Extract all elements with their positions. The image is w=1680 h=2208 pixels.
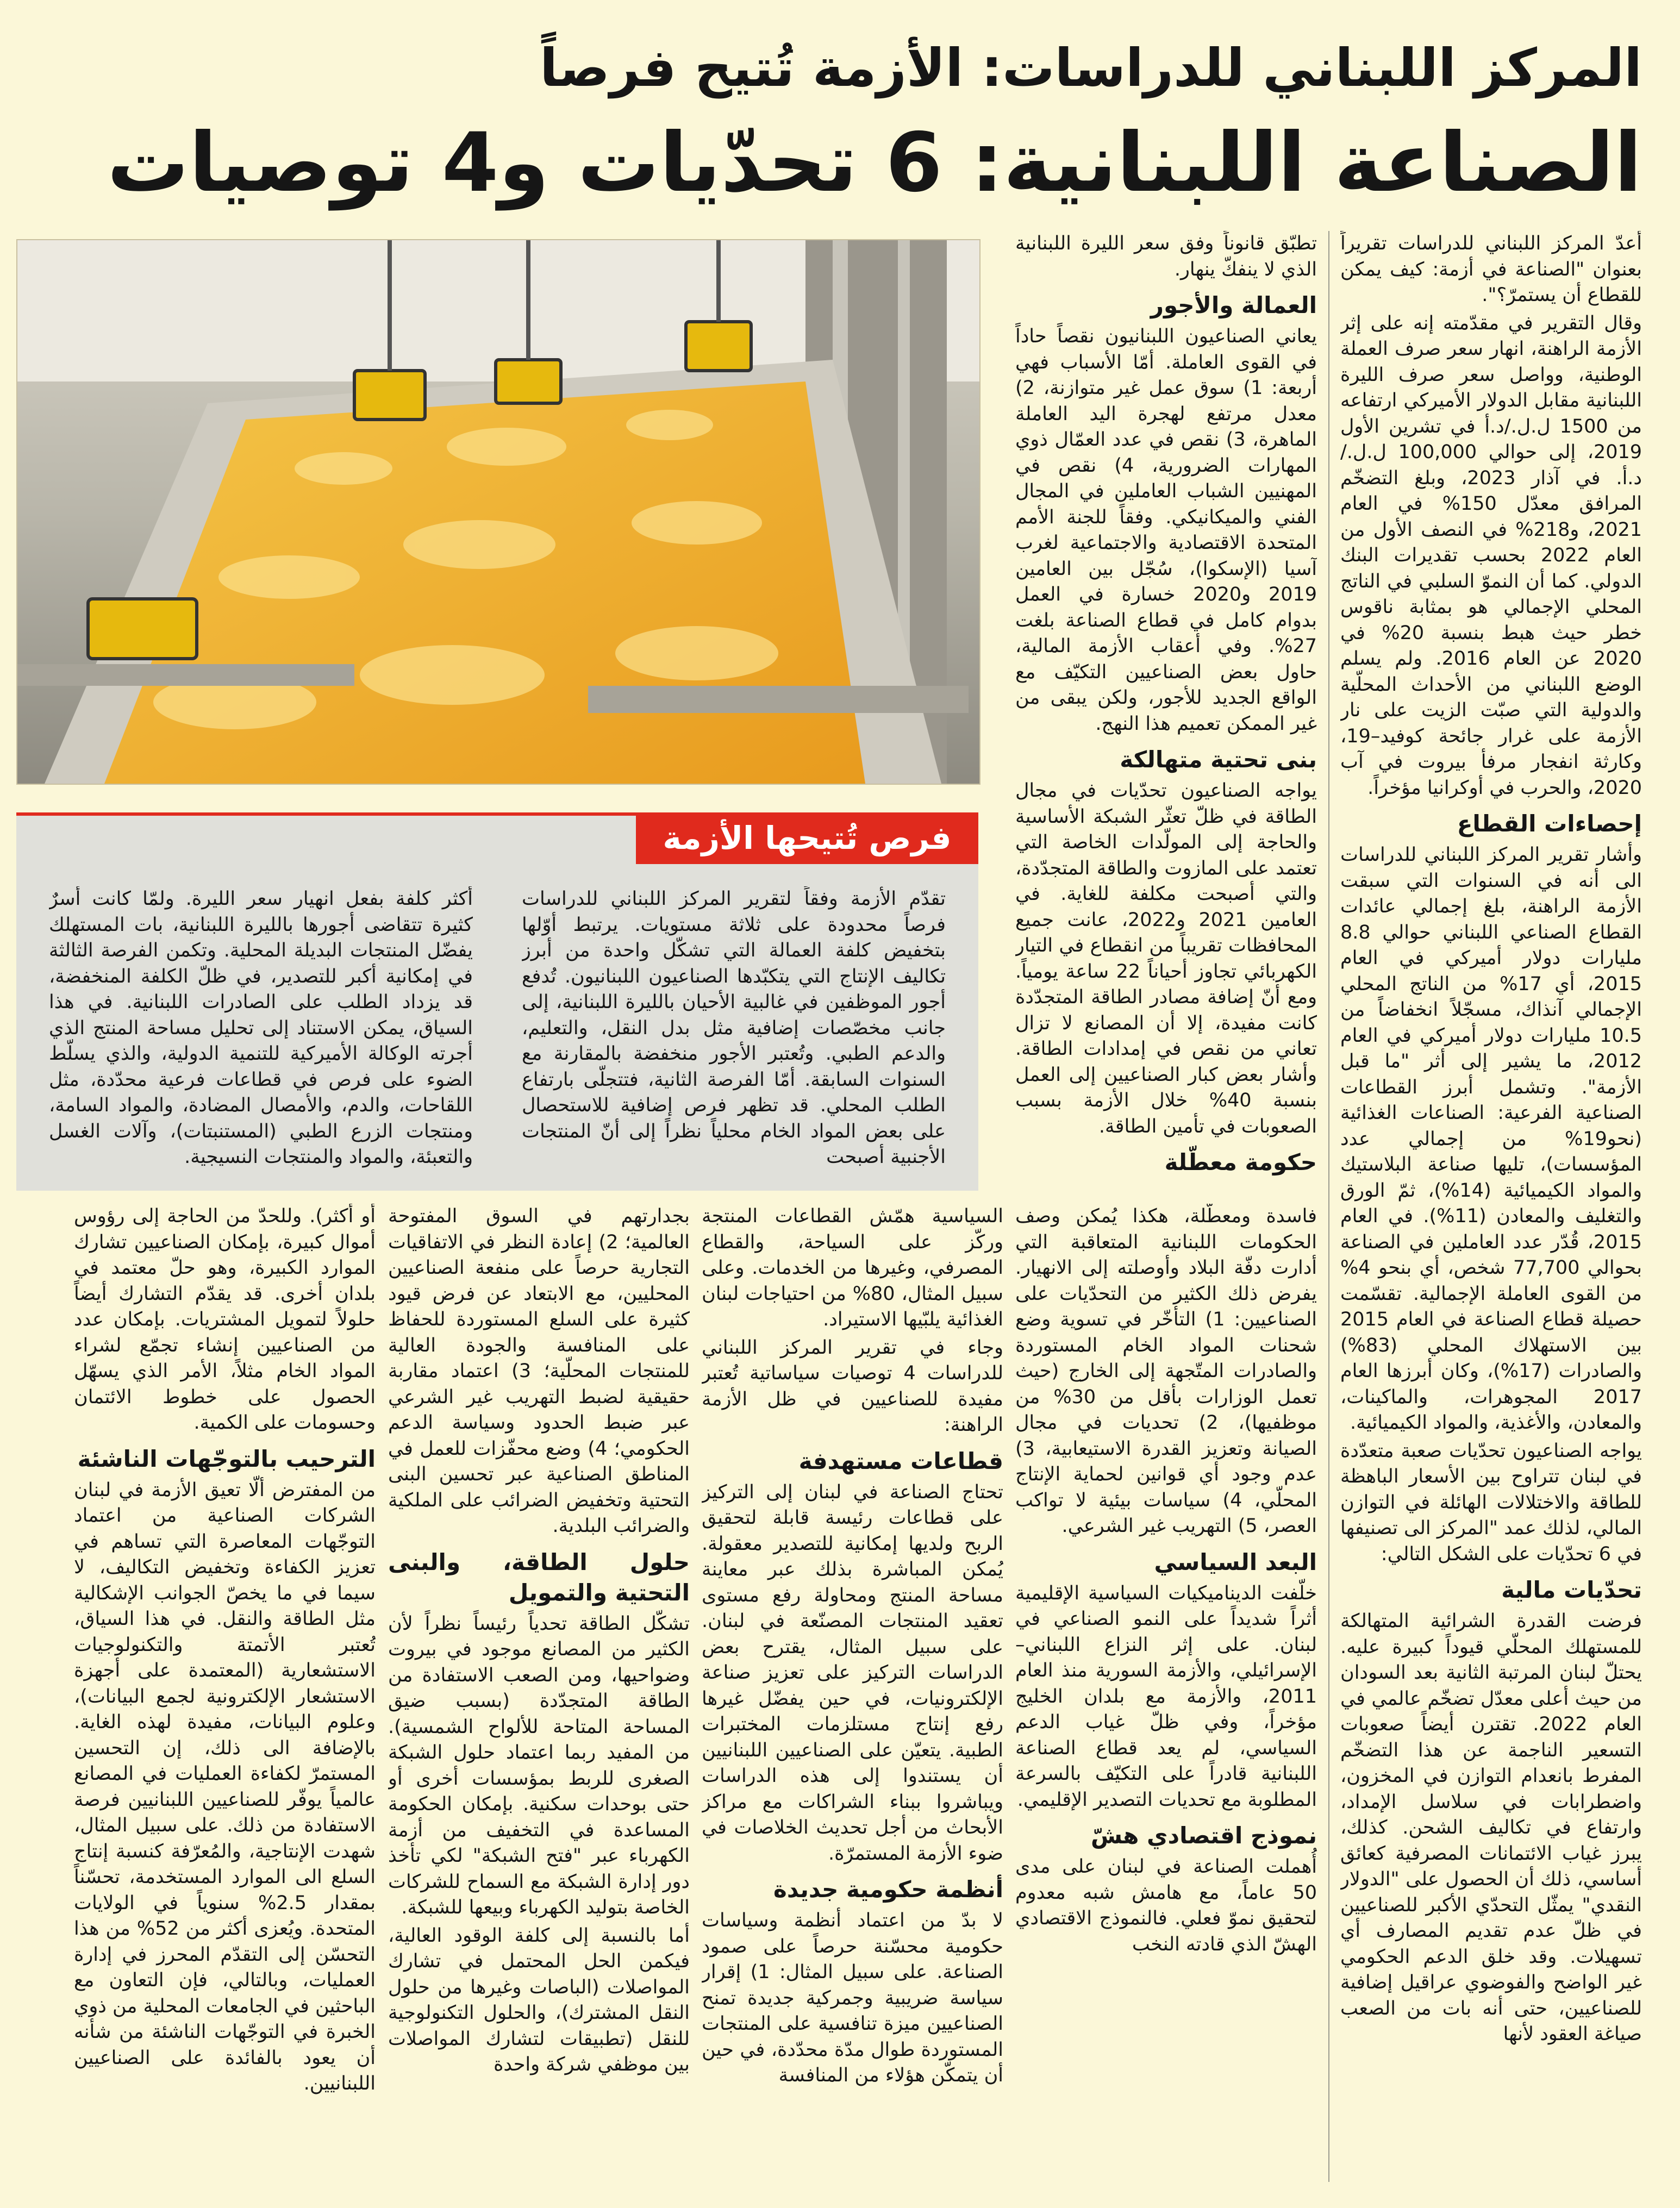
paragraph: أعدّ المركز اللبناني للدراسات تقريراً بعنوان "الصناعة في أزمة: كيف يمكن للقطاع أن يستمرّ؟". [1340, 233, 1642, 306]
paragraph: أو أكثر). وللحدّ من الحاجة إلى رؤوس أموال كبيرة، بإمكان الصناعيين تشارك الموارد الكبيرة، وهو حلّ معتمد في بلدان أخرى. قد يقدّم التشارك أيضاً حلولاً لتمويل المشتريات. بإمكان عدد من الصناعيين إنشاء تجمّع لشراء المواد الخام مثلاً، الأمر الذي يسهّل الحصول على خطوط الائتمان وحسومات على الكمية. [74, 1205, 376, 1434]
bottom-column-3 [74, 1204, 376, 2182]
paragraph: وقال التقرير في مقدّمته إنه على إثر الأزمة الراهنة، انهار سعر صرف العملة الوطنية، وواصل سعر صرف الليرة اللبنانية مقابل الدولار الأميركي ارتفاعه من 1500 ل.ل./د.أ في تشرين الأول 2019، إلى حوالي 100,000 ل.ل./د.أ. في آذار 2023، وبلغ التضخّم المرافق معدّل 150% في العام 2021، و218% في النصف الأول من العام 2022 بحسب تقديرات البنك الدولي. كما أن النموّ السلبي في الناتج المحلي الإجمالي هو بمثابة ناقوس خطر حيث هبط بنسبة 20% في 2020 عن العام 2016. ولم يسلم الوضع اللبناني من الأحداث المحلّية والدولية التي صبّت الزيت على نار الأزمة على غرار جائحة كوفيد–19، وكارثة انفجار مرفأ بيروت في آب 2020، والحرب في أوكرانيا مؤخراً. [1340, 312, 1642, 799]
bottom-column-2 [388, 1204, 690, 2182]
paragraph: يواجه الصناعيون تحدّيات في مجال الطاقة في ظلّ تعثّر الشبكة الأساسية والحاجة إلى المولّدات الخاصة التي تعتمد على المازوت والطاقة المتجدّدة، والتي أصبحت مكلفة للغاية. في العامين 2021 و2022، عانت جميع المحافظات تقريباً من انقطاع في التيار الكهربائي تجاوز أحياناً 22 ساعة يومياً. ومع أنّ إضافة مصادر الطاقة المتجدّدة كانت مفيدة، إلا أن المصانع لا تزال تعاني من نقص في إمدادات الطاقة. وأشار بعض كبار الصناعيين إلى العمل بنسبة 40% خلال الأزمة بسبب الصعوبات في تأمين الطاقة. [1015, 780, 1317, 1137]
section-heading: نموذج اقتصادي هشّ [1090, 1822, 1317, 1849]
section-heading: البعد السياسي [1154, 1548, 1317, 1575]
section-heading: الترحيب بالتوجّهات الناشئة [77, 1445, 376, 1472]
chips-conveyor-illustration [17, 240, 979, 784]
factory-chips-photo [16, 239, 980, 785]
section-heading: حلول الطاقة، والبنى التحتية والتمويل [388, 1548, 690, 1606]
section-heading: العمالة والأجور [1150, 292, 1317, 318]
paragraph: أُهملت الصناعة في لبنان على مدى 50 عاماً، مع هامش شبه معدوم لتحقيق نموّ فعلي. فالنموذج الاقتصادي الهشّ الذي قادته النخب [1015, 1856, 1317, 1955]
section-heading: تحدّيات مالية [1501, 1577, 1642, 1603]
box-column-2: أكثر كلفة بفعل انهيار سعر الليرة. ولمّا كانت أسرٌ كثيرة تتقاضى أجورها بالليرة اللبنانية، بات المستهلك يفضّل المنتجات البديلة المحلية. وتكمن الفرصة الثالثة في إمكانية أكبر للتصدير، في ظلّ الكلفة المنخفضة، قد يزداد الطلب على الصادرات اللبنانية. في هذا السياق، يمكن الاستناد إلى تحليل مساحة المنتج الذي أجرته الوكالة الأميركية للتنمية الدولية، والذي يسلّط الضوء على فرص في قطاعات فرعية محدّدة، مثل اللقاحات، والدم، والأمصال المضادة، والمواد السامة، ومنتجات الزرع الطبي (المستنبتات)، وآلات الغسل والتعبئة، والمواد والمنتجات النسيجية. [49, 888, 473, 1168]
section-heading: قطاعات مستهدفة [798, 1447, 1003, 1474]
section-heading: حكومة معطّلة [1164, 1149, 1317, 1175]
paragraph: من المفترض ألّا تعيق الأزمة في لبنان الشركات الصناعية من اعتماد التوجّهات المعاصرة التي تساهم في تعزيز الكفاءة وتخفيض التكاليف، لا سيما في ما يخصّ الجوانب الإشكالية مثل الطاقة والنقل. في هذا السياق، تُعتبر الأتمتة والتكنولوجيات الاستشعارية (المعتمدة على أجهزة الاستشعار الإلكترونية لجمع البيانات)، وعلوم البيانات، مفيدة لهذه الغاية. بالإضافة الى ذلك، إن التحسين المستمرّ لكفاءة العمليات في المصانع عالمياً يوفّر للصناعيين اللبنانيين فرصة الاستفادة من ذلك. على سبيل المثال، شهدت الإنتاجية، والمُعرّفة كنسبة إنتاج السلع الى الموارد المستخدمة، تحسّناً بمقدار 2.5% سنوياً في الولايات المتحدة. ويُعزى أكثر من 52% من هذا التحسّن إلى التقدّم المحرز في إدارة العمليات، وبالتالي، فإن التعاون مع الباحثين في الجامعات المحلية من ذوي الخبرة في التوجّهات الناشئة من شأنه أن يعود بالفائدة على الصناعيين اللبنانيين. [74, 1479, 376, 2094]
headline: الصناعة اللبنانية: 6 تحدّيات و4 توصيات [107, 116, 1642, 210]
box-column-1: تقدّم الأزمة وفقاً لتقرير المركز اللبناني للدراسات فرصاً محدودة على ثلاثة مستويات. يرتبط أوّلها بتخفيض كلفة العمالة التي تشكّل واحدة من أبرز تكاليف الإنتاج التي يتكبّدها الصناعيون اللبنانيون. تُدفع أجور الموظفين في غالبية الأحيان بالليرة اللبنانية، إلى جانب مخصّصات إضافية مثل بدل النقل، والتعليم، والدعم الطبي. وتُعتبر الأجور منخفضة بالمقارنة مع السنوات السابقة. أمّا الفرصة الثانية، فتتجلّى بارتفاع الطلب المحلي. قد تظهر فرص إضافية للاستحصال على بعض المواد الخام محلياً نظراً إلى أنّ المنتجات الأجنبية أصبحت [522, 888, 946, 1168]
bottom-column-1 [702, 1204, 1003, 2182]
paragraph: فرضت القدرة الشرائية المتهالكة للمستهلك المحلّي قيوداً كبيرة عليه. يحتلّ لبنان المرتبة الثانية بعد السودان من حيث أعلى معدّل تضخّم عالمي في العام 2022. تقترن أيضاً صعوبات التسعير الناجمة عن هذا التضخّم المفرط بانعدام التوازن في المخزون، واضطرابات في سلاسل الإمداد، وارتفاع في تكاليف الشحن. كذلك، يبرز غياب الائتمانات المصرفية كعائق أساسي، ذلك أن الحصول على "الدولار النقدي" يمثّل التحدّي الأكبر للصناعيين في ظلّ عدم تقديم المصارف أي تسهيلات. وقد خلق الدعم الحكومي غير الواضح والفوضوي عراقيل إضافية للصناعيين، حتى أنه بات من الصعب صياغة العقود لأنها [1340, 1610, 1642, 2045]
section-heading: إحصاءات القطاع [1457, 810, 1642, 837]
paragraph: لا بدّ من اعتماد أنظمة وسياسات حكومية محسّنة حرصاً على صمود الصناعة. على سبيل المثال: 1) إقرار سياسة ضريبية وجمركية جديدة تمنح الصناعيين ميزة تنافسية على المنتجات المستوردة طوال مدّة محدّدة، في حين أن يتمكّن هؤلاء من المنافسة [702, 1910, 1003, 2086]
paragraph: تحتاج الصناعة في لبنان إلى التركيز على قطاعات رئيسة قابلة لتحقيق الربح ولديها إمكانية للتصدير معقولة. يُمكن المباشرة بذلك عبر معاينة مساحة المنتج ومحاولة رفع مستوى تعقيد المنتجات المصنّعة في لبنان. على سبيل المثال، يقترح بعض الدراسات التركيز على تعزيز صناعة الإلكترونيات، في حين يفضّل غيرها رفع إنتاج مستلزمات المختبرات الطبية. يتعيّن على الصناعيين اللبنانيين أن يستندوا إلى هذه الدراسات ويباشروا ببناء الشراكات مع مراكز الأبحاث من أجل تحديث الخلاصات في ضوء الأزمة المستمرّة. [702, 1481, 1003, 1865]
opportunities-box [16, 812, 978, 1191]
box-title: فرص تُتيحها الأزمة [636, 812, 978, 864]
article-column-1 [1340, 231, 1642, 2182]
paragraph: أما بالنسبة إلى كلفة الوقود العالية، فيكمن الحل المحتمل في تشارك المواصلات (الباصات وغيرها من حلول النقل المشترك)، والحلول التكنولوجية للنقل (تطبيقات لتشارك المواصلات بين موظفي شركة واحدة [388, 1924, 690, 2075]
paragraph: تطبّق قانوناً وفق سعر الليرة اللبنانية الذي لا ينفكّ ينهار. [1015, 233, 1317, 280]
paragraph: السياسية همّش القطاعات المنتجة وركّز على السياحة، والقطاع المصرفي، وغيرها من الخدمات. وعلى سبيل المثال، 80% من احتياجات لبنان الغذائية يلبّيها الاستيراد. [702, 1205, 1003, 1330]
paragraph: وجاء في تقرير المركز اللبناني للدراسات 4 توصيات سياساتية تُعتبر مفيدة للصناعيين في ظل الأزمة الراهنة: [702, 1336, 1003, 1436]
paragraph: وأشار تقرير المركز اللبناني للدراسات الى أنه في السنوات التي سبقت الأزمة الراهنة، بلغ إجمالي عائدات القطاع الصناعي اللبناني حوالي 8.8 مليارات دولار أميركي في العام 2015، أي 17% من الناتج المحلي الإجمالي آنذاك، مسجّلاً انخفاضاً من 10.5 مليارات دولار أميركي في العام 2012، ما يشير إلى أثر "ما قبل الأزمة". وتشمل أبرز القطاعات الصناعية الفرعية: الصناعات الغذائية (نحو19% من إجمالي عدد المؤسسات)، تليها صناعة البلاستيك والمواد الكيميائية (14%)، ثمّ الورق والتغليف والمعادن (11%). في العام 2015، قُدّر عدد العاملين في الصناعة بحوالي 77,700 شخص، أي بنحو 4% من القوى العاملة الإجمالية. تقسّمت حصيلة قطاع الصناعة في العام 2015 بين الاستهلاك المحلي (83%) والصادرات (17%)، وكان أبرزها العام 2017 المجوهرات، والماكينات، والمعادن، والأغذية، والمواد الكيميائية. [1340, 844, 1642, 1434]
article-column-2-lower [1015, 1204, 1317, 2182]
section-heading: أنظمة حكومية جديدة [773, 1876, 1003, 1903]
article-column-2 [1015, 231, 1317, 1179]
paragraph: فاسدة ومعطّلة، هكذا يُمكن وصف الحكومات اللبنانية المتعاقبة التي أدارت دفّة البلاد وأوصلته إلى الانهيار. يفرض ذلك الكثير من التحدّيات على الصناعيين: 1) التأخّر في تسوية وضع شحنات المواد الخام المستوردة والصادرات المتّجهة إلى الخارج (حيث تعمل الوزارات بأقل من 30% من موظفيها)، 2) تحديات في مجال الصيانة وتعزيز القدرة الاستيعابية، 3) عدم وجود أي قوانين لحماية الإنتاج المحلّي، 4) سياسات بيئية لا تواكب العصر، 5) التهريب غير الشرعي. [1015, 1205, 1317, 1537]
paragraph: يعاني الصناعيون اللبنانيون نقصاً حاداً في القوى العاملة. أمّا الأسباب فهي أربعة: 1) سوق عمل غير متوازنة، 2) معدل مرتفع لهجرة اليد العاملة الماهرة، 3) نقص في عدد العمّال ذوي المهارات الضرورية، 4) نقص في المهنيين الشباب العاملين في المجال الفني والميكانيكي. وفقاً للجنة الأمم المتحدة الاقتصادية والاجتماعية لغرب آسيا (الإسكوا)، سُجّل بين العامين 2019 و2020 خسارة في العمل بدوام كامل في قطاع الصناعة بلغت 27%. وفي أعقاب الأزمة المالية، حاول بعض الصناعيين التكيّف مع الواقع الجديد للأجور، ولكن يبقى من غير الممكن تعميم هذا النهج. [1015, 326, 1317, 735]
paragraph: يواجه الصناعيون تحدّيات صعبة متعدّدة في لبنان تتراوح بين الأسعار الباهظة للطاقة والاختلالات الهائلة في التوازن المالي، لذلك عمد "المركز الى تصنيفها في 6 تحدّيات على الشكل التالي: [1340, 1440, 1642, 1565]
column-rule [1328, 231, 1329, 2182]
paragraph: خلّفت الديناميكيات السياسية الإقليمية أثراً شديداً على النمو الصناعي في لبنان. على إثر النزاع اللبناني–الإسرائيلي، والأزمة السورية منذ العام 2011، والأزمة مع بلدان الخليج مؤخراً، وفي ظلّ غياب الدعم السياسي، لم يعد قطاع الصناعة اللبنانية قادراً على التكيّف بالسرعة المطلوبة مع تحديات التصدير الإقليمي. [1015, 1582, 1317, 1811]
section-heading: بنى تحتية متهالكة [1120, 746, 1317, 773]
paragraph: تشكّل الطاقة تحدياً رئيساً نظراً لأن الكثير من المصانع موجود في بيروت وضواحيها، ومن الصعب الاستفادة من الطاقة المتجدّدة (بسبب ضيق المساحة المتاحة للألواح الشمسية). من المفيد ربما اعتماد حلول الشبكة الصغرى للربط بمؤسسات أخرى أو حتى بوحدات سكنية. بإمكان الحكومة المساعدة في التخفيف من أزمة الكهرباء عبر "فتح الشبكة" لكي تأخذ دور إدارة الشبكة مع السماح للشركات الخاصة بتوليد الكهرباء وبيعها للشبكة. [388, 1612, 690, 1918]
paragraph: بجدارتهم في السوق المفتوحة العالمية؛ 2) إعادة النظر في الاتفاقيات التجارية حرصاً على منفعة الصناعيين المحليين، مع الابتعاد عن فرض قيود كثيرة على السلع المستوردة للحفاظ على المنافسة والجودة العالية للمنتجات المحلّية؛ 3) اعتماد مقاربة حقيقية لضبط التهريب غير الشرعي عبر ضبط الحدود وسياسة الدعم الحكومي؛ 4) وضع محفّزات للعمل في المناطق الصناعية عبر تحسين البنى التحتية وتخفيض الضرائب على الملكية والضرائب البلدية. [388, 1205, 690, 1537]
kicker: المركز اللبناني للدراسات: الأزمة تُتيح فرصاً [540, 37, 1642, 98]
